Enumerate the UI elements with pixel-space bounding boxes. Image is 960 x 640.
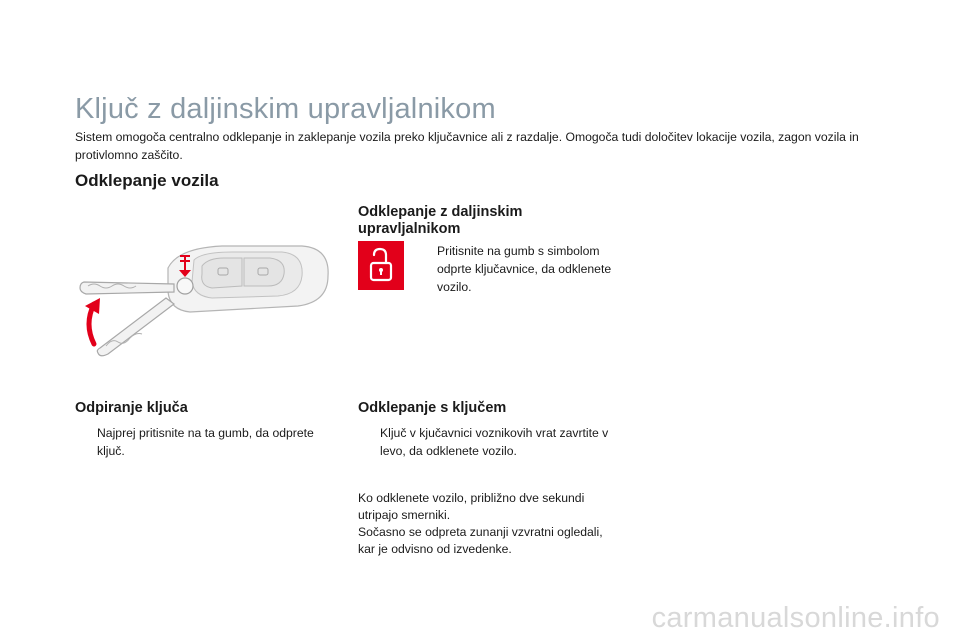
section-heading: Odklepanje vozila xyxy=(75,171,219,190)
key-unlock-heading: Odklepanje s ključem xyxy=(358,400,507,416)
remote-unlock-text: Pritisnite na gumb s simbolom odprte ključavnice, da odklenete vozilo. xyxy=(437,244,612,294)
page-title: Ključ z daljinskim upravljalnikom xyxy=(75,93,496,125)
remote-unlock-instruction xyxy=(415,242,620,296)
key-open-text: Najprej pritisnite na ta gumb, da odprete ključ. xyxy=(97,426,314,458)
remote-unlock-heading: Odklepanje z daljinskim upravljalnikom xyxy=(358,204,523,237)
key-open-instruction xyxy=(75,424,325,460)
intro-paragraph: Sistem omogoča centralno odklepanje in zaklepanje vozila preko ključavnice ali z razdalje. Omogoča tudi določitev lokacije vozila, zagon vozila in protivlomno zaščito. xyxy=(75,130,859,162)
watermark: carmanualsonline.info xyxy=(651,602,940,634)
padlock-open-icon xyxy=(358,241,404,290)
bullet-mark xyxy=(415,242,437,296)
bullet-mark xyxy=(75,424,97,460)
key-unlock-instruction xyxy=(358,424,620,460)
key-open-heading: Odpiranje ključa xyxy=(75,400,188,416)
note-block xyxy=(358,490,613,558)
note-line-2: Sočasno se odpreta zunanji vzvratni ogledali, kar je odvisno od izvedenke. xyxy=(358,525,603,556)
bullet-mark xyxy=(358,424,380,460)
key-fob-illustration xyxy=(72,240,334,360)
note-line-1: Ko odklenete vozilo, približno dve sekundi utripajo smerniki. xyxy=(358,491,585,522)
key-unlock-text: Ključ v kjučavnici voznikovih vrat zavrtite v levo, da odklenete vozilo. xyxy=(380,426,609,458)
